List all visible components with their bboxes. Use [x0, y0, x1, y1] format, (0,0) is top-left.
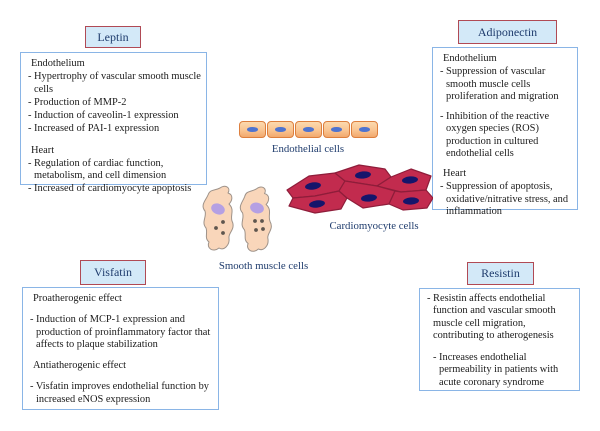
effect-item: - Suppression of vascular smooth muscle cells proliferation and migration — [440, 66, 559, 102]
resistin-title-label: Resistin — [481, 266, 520, 280]
endothelial-cell — [295, 121, 322, 138]
adiponectin-title-label: Adiponectin — [477, 24, 538, 39]
endothelial-cells-label: Endothelial cells — [271, 143, 345, 155]
effect-item: - Resistin affects endothelial function and vascular smooth muscle cell migration, contributing to atherogenesis — [427, 293, 556, 341]
cell-nucleus — [359, 127, 370, 132]
effect-item: - Inhibition of the reactive oxygen species (ROS) production in cultured endothelial cells — [440, 111, 550, 159]
adiponectin-panel — [432, 47, 578, 217]
resistin-title-box — [467, 262, 534, 285]
visfatin-title-label: Visfatin — [94, 265, 132, 279]
smooth-muscle-cells-illustration — [199, 183, 284, 259]
adiponectin-endothelium-section — [438, 53, 572, 160]
visfatin-panel — [22, 287, 219, 410]
resistin-panel — [419, 288, 580, 391]
effect-heading: Antiatherogenic effect — [33, 360, 126, 372]
cell-nucleus — [247, 127, 258, 132]
cell-nucleus — [275, 127, 286, 132]
tissue-heading: Heart — [443, 168, 467, 180]
visfatin-antiatherogenic-section — [28, 360, 213, 406]
effect-item: - Production of MMP-2 — [28, 96, 127, 108]
endothelial-cell — [323, 121, 350, 138]
adiponectin-title-box — [458, 20, 557, 44]
effect-item: - Regulation of cardiac function, metabolism, and cell dimension — [28, 157, 167, 182]
cell-nucleus — [303, 127, 314, 132]
effect-item: - Induction of MCP-1 expression and production of proinflammatory factor that affects to plaque stabilization — [30, 314, 211, 350]
adiponectin-heart-section — [438, 168, 572, 218]
endothelial-cell — [267, 121, 294, 138]
cardiomyocyte-cells-illustration — [283, 160, 433, 220]
effect-heading: Proatherogenic effect — [33, 293, 122, 304]
leptin-title-box — [85, 26, 141, 48]
leptin-title-label: Leptin — [97, 29, 129, 44]
effect-item: - Hypertrophy of vascular smooth muscle cells — [28, 71, 201, 95]
effect-item: - Induction of caveolin-1 expression — [28, 110, 179, 122]
effect-item: - Increased of cardiomyocyte apoptosis — [28, 183, 192, 195]
visfatin-proatherogenic-section — [28, 293, 213, 351]
tissue-heading: Endothelium — [443, 53, 497, 64]
leptin-endothelium-section — [26, 58, 201, 136]
effect-item: - Increased of PAI-1 expression — [28, 123, 160, 135]
effect-item: - Increases endothelial permeability in patients with acute coronary syndrome — [433, 352, 559, 388]
endothelial-cells-illustration — [239, 121, 378, 138]
cardiomyocyte-cells-label: Cardiomyocyte cells — [329, 220, 419, 232]
effect-item: - Suppression of apoptosis, oxidative/nitrative stress, and inflammation — [440, 181, 569, 217]
leptin-panel — [20, 52, 207, 195]
smooth-muscle-cells-label: Smooth muscle cells — [218, 260, 309, 272]
endothelial-cell — [239, 121, 266, 138]
visfatin-title-box — [80, 260, 146, 285]
leptin-heart-section — [26, 145, 201, 196]
effect-item: - Visfatin improves endothelial function by increased eNOS expression — [30, 381, 209, 405]
resistin-effects-section — [425, 293, 574, 389]
endothelial-cell — [351, 121, 378, 138]
tissue-heading: Heart — [31, 144, 55, 156]
cell-nucleus — [331, 127, 342, 132]
tissue-heading: Endothelium — [31, 58, 85, 69]
